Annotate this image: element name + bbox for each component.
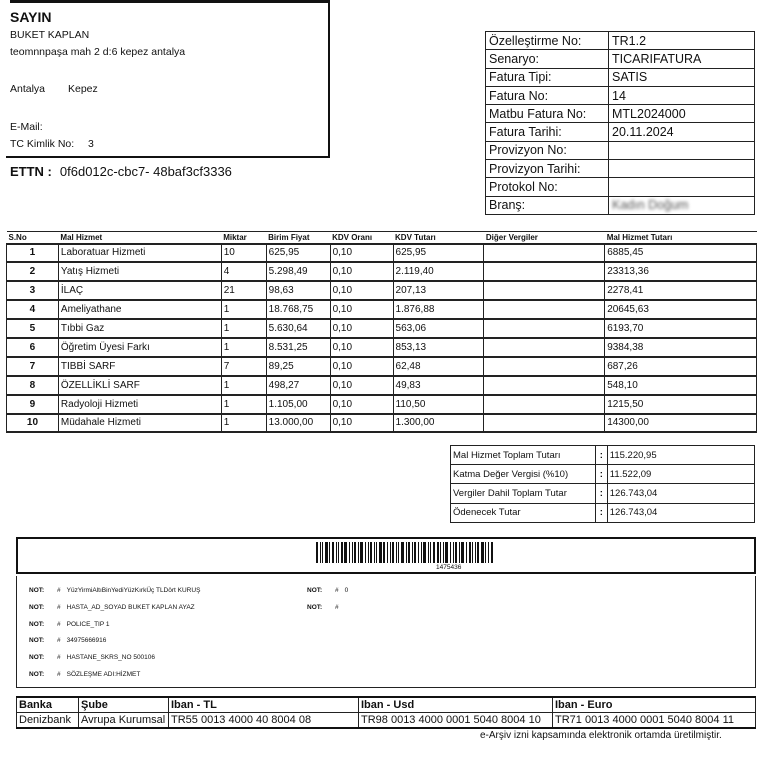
notes-section bbox=[16, 576, 756, 688]
item-vat-rate: 0,10 bbox=[330, 281, 393, 300]
item-qty: 1 bbox=[221, 300, 266, 319]
barcode-bar bbox=[365, 542, 366, 563]
barcode-bar bbox=[475, 542, 476, 563]
total-value: 115.220,95 bbox=[607, 446, 754, 465]
header-item: Mal Hizmet bbox=[58, 232, 221, 244]
barcode-bar bbox=[455, 542, 457, 563]
item-qty: 10 bbox=[221, 244, 266, 263]
total-colon: : bbox=[595, 503, 607, 522]
item-other-taxes bbox=[484, 262, 605, 281]
item-name: Ameliyathane bbox=[58, 300, 221, 319]
item-vat-rate: 0,10 bbox=[330, 319, 393, 338]
bank-row bbox=[17, 712, 756, 728]
barcode-bar bbox=[370, 542, 372, 563]
totals-table bbox=[450, 445, 755, 523]
item-unit-price: 5.298,49 bbox=[266, 262, 330, 281]
info-row bbox=[486, 86, 755, 104]
item-qty: 1 bbox=[221, 414, 266, 433]
info-value: TICARIFATURA bbox=[609, 50, 755, 68]
item-row bbox=[7, 281, 757, 300]
barcode-bar bbox=[472, 542, 473, 563]
barcode-bar bbox=[325, 542, 328, 563]
info-row bbox=[486, 105, 755, 123]
item-name: Radyoloji Hizmeti bbox=[58, 395, 221, 414]
item-total: 6193,70 bbox=[605, 319, 757, 338]
item-other-taxes bbox=[484, 338, 605, 357]
info-row bbox=[486, 141, 755, 159]
total-value: 126.743,04 bbox=[607, 484, 754, 503]
info-row bbox=[486, 196, 755, 214]
barcode-bar bbox=[360, 542, 363, 563]
item-vat-rate: 0,10 bbox=[330, 244, 393, 263]
item-total: 687,26 bbox=[605, 357, 757, 376]
item-vat-rate: 0,10 bbox=[330, 376, 393, 395]
barcode-bar bbox=[396, 542, 397, 563]
item-total: 548,10 bbox=[605, 376, 757, 395]
total-label: Mal Hizmet Toplam Tutarı bbox=[451, 446, 596, 465]
barcode-bar bbox=[354, 542, 356, 563]
header-iban-tl: Iban - TL bbox=[169, 697, 359, 712]
footer-note: e-Arşiv izni kapsamında elektronik ortamda üretilmiştir. bbox=[480, 730, 722, 741]
barcode-bar bbox=[466, 542, 467, 563]
item-unit-price: 498,27 bbox=[266, 376, 330, 395]
item-total: 1215,50 bbox=[605, 395, 757, 414]
item-unit-price: 5.630,64 bbox=[266, 319, 330, 338]
barcode-bar bbox=[414, 542, 416, 563]
info-row bbox=[486, 160, 755, 178]
info-value bbox=[609, 178, 755, 196]
barcode bbox=[316, 542, 494, 563]
item-unit-price: 8.531,25 bbox=[266, 338, 330, 357]
item-row bbox=[7, 395, 757, 414]
info-label: Özelleştirme No: bbox=[486, 32, 609, 50]
item-qty: 1 bbox=[221, 319, 266, 338]
item-total: 20645,63 bbox=[605, 300, 757, 319]
barcode-bar bbox=[461, 542, 464, 563]
item-qty: 1 bbox=[221, 376, 266, 395]
item-no: 4 bbox=[7, 300, 59, 319]
divider bbox=[6, 156, 330, 158]
ettn-value: 0f6d012c-cbc7- 48baf3cf3336 bbox=[59, 164, 232, 179]
barcode-bar bbox=[423, 542, 426, 563]
barcode-bar bbox=[392, 542, 394, 563]
barcode-bar bbox=[398, 542, 399, 563]
item-other-taxes bbox=[484, 395, 605, 414]
info-label: Provizyon No: bbox=[486, 141, 609, 159]
item-row bbox=[7, 319, 757, 338]
item-total: 6885,45 bbox=[605, 244, 757, 263]
item-unit-price: 625,95 bbox=[266, 244, 330, 263]
item-unit-price: 13.000,00 bbox=[266, 414, 330, 433]
info-row bbox=[486, 50, 755, 68]
barcode-bar bbox=[443, 542, 444, 563]
barcode-bar bbox=[390, 542, 391, 563]
total-row bbox=[451, 465, 755, 484]
info-value: MTL2024000 bbox=[609, 105, 755, 123]
info-value bbox=[609, 160, 755, 178]
item-vat-amount: 207,13 bbox=[393, 281, 484, 300]
ettn-label: ETTN : bbox=[10, 164, 52, 179]
header-other-taxes: Diğer Vergiler bbox=[484, 232, 605, 244]
barcode-bar bbox=[428, 542, 429, 563]
info-value: Kadın Doğum bbox=[609, 196, 755, 214]
info-label: Protokol No: bbox=[486, 178, 609, 196]
item-vat-amount: 2.119,40 bbox=[393, 262, 484, 281]
barcode-bar bbox=[408, 542, 410, 563]
item-name: Tıbbi Gaz bbox=[58, 319, 221, 338]
note-row: NOT: # POLICE_TIP 1 bbox=[29, 621, 110, 628]
items-header-row bbox=[7, 232, 757, 244]
info-label: Fatura Tarihi: bbox=[486, 123, 609, 141]
email-label: E-Mail: bbox=[10, 121, 43, 133]
note-row: NOT: # YüzYirmiAltıBinYediYüzKırkÜç TLDört KURUŞ bbox=[29, 587, 201, 594]
info-label: Provizyon Tarihi: bbox=[486, 160, 609, 178]
barcode-bar bbox=[459, 542, 460, 563]
item-vat-amount: 563,06 bbox=[393, 319, 484, 338]
item-row bbox=[7, 357, 757, 376]
item-name: Laboratuar Hizmeti bbox=[58, 244, 221, 263]
note-row: NOT: # HASTANE_SKRS_NO 500106 bbox=[29, 654, 156, 661]
barcode-bar bbox=[491, 542, 493, 563]
item-qty: 1 bbox=[221, 338, 266, 357]
info-label: Fatura Tipi: bbox=[486, 68, 609, 86]
customer-district: Kepez bbox=[68, 83, 98, 95]
barcode-bar bbox=[421, 542, 422, 563]
item-unit-price: 89,25 bbox=[266, 357, 330, 376]
barcode-bar bbox=[320, 542, 321, 563]
barcode-bar bbox=[322, 542, 323, 563]
bank-branch: Avrupa Kurumsal bbox=[79, 712, 169, 728]
info-value: 20.11.2024 bbox=[609, 123, 755, 141]
info-label: Senaryo: bbox=[486, 50, 609, 68]
header-iban-usd: Iban - Usd bbox=[359, 697, 553, 712]
item-total: 9384,38 bbox=[605, 338, 757, 357]
item-no: 1 bbox=[7, 244, 59, 263]
bank-table bbox=[16, 696, 756, 729]
barcode-bar bbox=[341, 542, 343, 563]
item-no: 5 bbox=[7, 319, 59, 338]
invoice-info-table bbox=[485, 31, 755, 215]
item-no: 7 bbox=[7, 357, 59, 376]
ettn bbox=[10, 164, 232, 179]
iban-tl: TR55 0013 4000 40 8004 08 bbox=[169, 712, 359, 728]
items-table bbox=[6, 231, 757, 433]
note-row: NOT: # HASTA_AD_SOYAD BUKET KAPLAN AYAZ bbox=[29, 604, 195, 611]
info-row bbox=[486, 123, 755, 141]
item-name: Yatış Hizmeti bbox=[58, 262, 221, 281]
item-vat-amount: 49,83 bbox=[393, 376, 484, 395]
header-vat-rate: KDV Oranı bbox=[330, 232, 393, 244]
divider bbox=[10, 0, 330, 3]
customer-city: Antalya bbox=[10, 83, 46, 95]
info-label: Branş: bbox=[486, 196, 609, 214]
barcode-bar bbox=[368, 542, 369, 563]
barcode-bar bbox=[344, 542, 347, 563]
barcode-bar bbox=[418, 542, 419, 563]
item-qty: 1 bbox=[221, 395, 266, 414]
item-other-taxes bbox=[484, 281, 605, 300]
tckn-label: TC Kimlik No: bbox=[10, 138, 75, 150]
barcode-bar bbox=[358, 542, 359, 563]
tckn-value: 3 bbox=[88, 138, 94, 150]
item-total: 23313,36 bbox=[605, 262, 757, 281]
barcode-bar bbox=[440, 542, 441, 563]
total-value: 11.522,09 bbox=[607, 465, 754, 484]
note-row: NOT: # SÖZLEŞME ADI:HİZMET bbox=[29, 671, 141, 678]
item-name: Öğretim Üyesi Farkı bbox=[58, 338, 221, 357]
barcode-bar bbox=[488, 542, 489, 563]
item-no: 8 bbox=[7, 376, 59, 395]
barcode-bar bbox=[469, 542, 471, 563]
barcode-bar bbox=[453, 542, 454, 563]
item-name: TIBBİ SARF bbox=[58, 357, 221, 376]
barcode-bar bbox=[445, 542, 448, 563]
item-total: 14300,00 bbox=[605, 414, 757, 433]
header-branch: Şube bbox=[79, 697, 169, 712]
item-row bbox=[7, 338, 757, 357]
item-total: 2278,41 bbox=[605, 281, 757, 300]
barcode-bar bbox=[336, 542, 337, 563]
item-name: İLAÇ bbox=[58, 281, 221, 300]
barcode-bar bbox=[477, 542, 479, 563]
info-value: 14 bbox=[609, 86, 755, 104]
info-label: Fatura No: bbox=[486, 86, 609, 104]
barcode-bar bbox=[481, 542, 484, 563]
item-qty: 7 bbox=[221, 357, 266, 376]
header-sno: S.No bbox=[7, 232, 59, 244]
barcode-number: 1475436 bbox=[436, 564, 462, 571]
item-vat-amount: 110,50 bbox=[393, 395, 484, 414]
barcode-bar bbox=[401, 542, 404, 563]
barcode-bar bbox=[387, 542, 388, 563]
barcode-bar bbox=[376, 542, 377, 563]
item-vat-amount: 62,48 bbox=[393, 357, 484, 376]
barcode-box bbox=[16, 537, 756, 574]
barcode-bar bbox=[433, 542, 435, 563]
item-row bbox=[7, 376, 757, 395]
barcode-bar bbox=[349, 542, 350, 563]
item-vat-rate: 0,10 bbox=[330, 414, 393, 433]
info-value: TR1.2 bbox=[609, 32, 755, 50]
item-vat-amount: 853,13 bbox=[393, 338, 484, 357]
header-vat-amount: KDV Tutarı bbox=[393, 232, 484, 244]
item-name: Müdahale Hizmeti bbox=[58, 414, 221, 433]
item-row bbox=[7, 414, 757, 433]
barcode-bar bbox=[352, 542, 353, 563]
item-vat-rate: 0,10 bbox=[330, 338, 393, 357]
total-label: Vergiler Dahil Toplam Tutar bbox=[451, 484, 596, 503]
item-unit-price: 1.105,00 bbox=[266, 395, 330, 414]
bank-header-row bbox=[17, 697, 756, 712]
total-colon: : bbox=[595, 465, 607, 484]
note-row: NOT: # 34975666916 bbox=[29, 637, 107, 644]
total-value: 126.743,04 bbox=[607, 503, 754, 522]
header-total: Mal Hizmet Tutarı bbox=[605, 232, 757, 244]
total-label: Ödenecek Tutar bbox=[451, 503, 596, 522]
item-no: 2 bbox=[7, 262, 59, 281]
item-vat-rate: 0,10 bbox=[330, 300, 393, 319]
info-row bbox=[486, 178, 755, 196]
barcode-bar bbox=[332, 542, 334, 563]
iban-usd: TR98 0013 4000 0001 5040 8004 10 bbox=[359, 712, 553, 728]
item-other-taxes bbox=[484, 244, 605, 263]
item-row bbox=[7, 300, 757, 319]
total-row bbox=[451, 503, 755, 522]
barcode-bar bbox=[450, 542, 451, 563]
customer-address: teomnnpaşa mah 2 d:6 kepez antalya bbox=[10, 46, 186, 58]
info-label: Matbu Fatura No: bbox=[486, 105, 609, 123]
header-iban-euro: Iban - Euro bbox=[553, 697, 756, 712]
header-qty: Miktar bbox=[221, 232, 266, 244]
item-other-taxes bbox=[484, 319, 605, 338]
item-unit-price: 18.768,75 bbox=[266, 300, 330, 319]
total-row bbox=[451, 446, 755, 465]
barcode-bar bbox=[485, 542, 486, 563]
item-vat-amount: 1.876,88 bbox=[393, 300, 484, 319]
info-value: SATIS bbox=[609, 68, 755, 86]
customer-title: SAYIN bbox=[10, 9, 52, 25]
item-other-taxes bbox=[484, 376, 605, 395]
header-unit-price: Birim Fiyat bbox=[266, 232, 330, 244]
info-row bbox=[486, 68, 755, 86]
item-no: 10 bbox=[7, 414, 59, 433]
barcode-bar bbox=[374, 542, 375, 563]
item-qty: 21 bbox=[221, 281, 266, 300]
barcode-bar bbox=[383, 542, 385, 563]
item-qty: 4 bbox=[221, 262, 266, 281]
header-bank: Banka bbox=[17, 697, 79, 712]
item-no: 3 bbox=[7, 281, 59, 300]
item-vat-amount: 625,95 bbox=[393, 244, 484, 263]
barcode-bar bbox=[329, 542, 330, 563]
barcode-bar bbox=[430, 542, 431, 563]
customer-name: BUKET KAPLAN bbox=[10, 29, 90, 41]
item-vat-rate: 0,10 bbox=[330, 357, 393, 376]
total-colon: : bbox=[595, 484, 607, 503]
barcode-bar bbox=[437, 542, 439, 563]
item-other-taxes bbox=[484, 300, 605, 319]
note-row: NOT: # bbox=[307, 604, 339, 611]
total-label: Katma Değer Vergisi (%10) bbox=[451, 465, 596, 484]
bank-name: Denizbank bbox=[17, 712, 79, 728]
total-row bbox=[451, 484, 755, 503]
info-value bbox=[609, 141, 755, 159]
barcode-bar bbox=[338, 542, 339, 563]
barcode-bar bbox=[316, 542, 318, 563]
item-name: ÖZELLİKLİ SARF bbox=[58, 376, 221, 395]
note-row: NOT: # 0 bbox=[307, 587, 349, 594]
barcode-bar bbox=[379, 542, 382, 563]
item-row bbox=[7, 262, 757, 281]
item-no: 9 bbox=[7, 395, 59, 414]
item-other-taxes bbox=[484, 357, 605, 376]
item-other-taxes bbox=[484, 414, 605, 433]
item-vat-rate: 0,10 bbox=[330, 262, 393, 281]
iban-euro: TR71 0013 4000 0001 5040 8004 11 bbox=[553, 712, 756, 728]
item-no: 6 bbox=[7, 338, 59, 357]
barcode-bar bbox=[406, 542, 407, 563]
item-vat-rate: 0,10 bbox=[330, 395, 393, 414]
info-row bbox=[486, 32, 755, 50]
barcode-bar bbox=[412, 542, 413, 563]
total-colon: : bbox=[595, 446, 607, 465]
customer-block bbox=[6, 0, 330, 158]
item-unit-price: 98,63 bbox=[266, 281, 330, 300]
item-row bbox=[7, 244, 757, 263]
item-vat-amount: 1.300,00 bbox=[393, 414, 484, 433]
